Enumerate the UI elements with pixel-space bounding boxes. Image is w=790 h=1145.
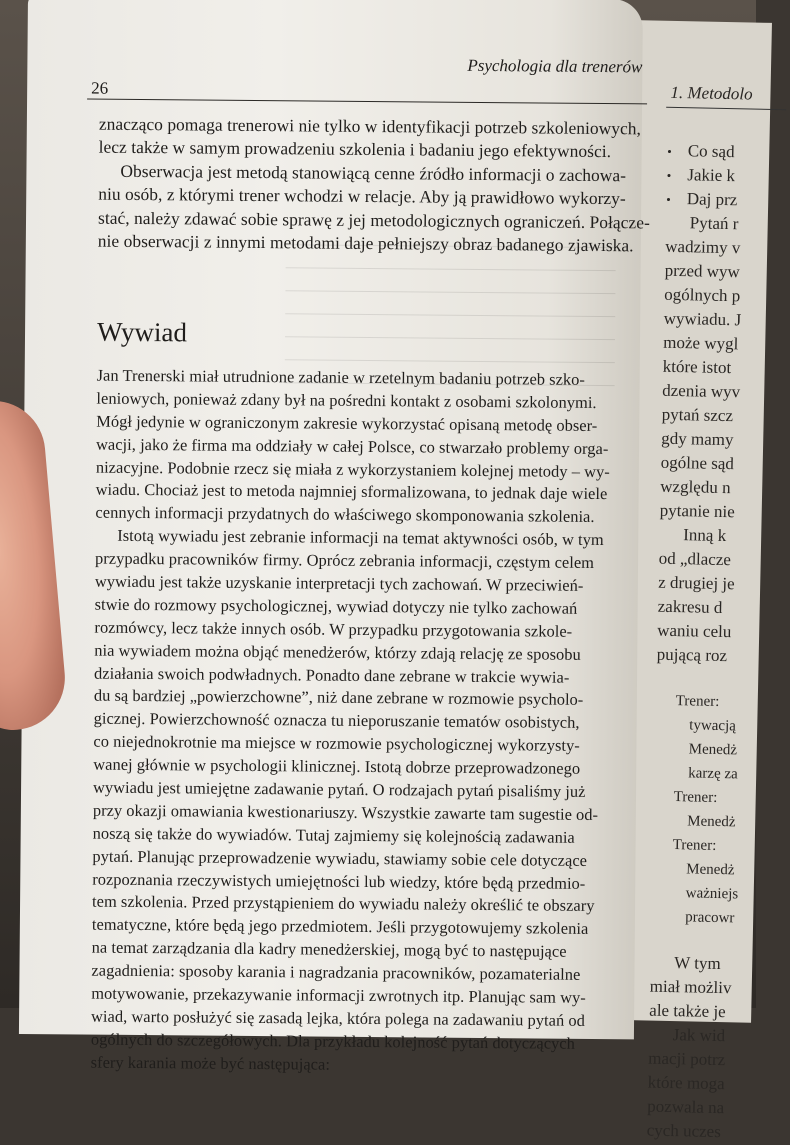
text-line: Pytań r [689, 213, 739, 234]
text-line: Inną k [683, 525, 727, 546]
text-line: leniowych, ponieważ zdany był na pośredni kontakt z osobami szkolonymi. [96, 388, 597, 412]
page-number: 26 [91, 78, 109, 98]
text-line: przypadku pracowników firmy. Oprócz zebrania informacji, częstym celem [94, 548, 595, 573]
text-line: może wygl [663, 332, 739, 354]
text-line: działania swoich podwładnych. Ponadto dane zebrane w trakcie wywia- [93, 663, 570, 687]
text-line: gicznej. Powierzchowność oznacza tu nieporuszanie tematów osobistych, [93, 708, 580, 733]
text-line: Trener: [675, 693, 720, 710]
text-line: tem szkolenia. Przed przystąpieniem do wywiadu należy określić te obszary [91, 892, 595, 916]
text-line: pozwala na [647, 1096, 725, 1118]
text-line: karzę za [688, 765, 738, 783]
text-line: od „dlacze [658, 548, 732, 570]
text-line: pytanie nie [659, 500, 735, 522]
text-line: nia wywiadem można objąć menedżerów, którzy zdają relację ze sposobu [94, 640, 581, 664]
text-line: wywiadu. J [663, 308, 742, 330]
text-line: pytań szcz [661, 404, 734, 426]
spacer [656, 667, 776, 692]
text-line: tematyczne, które będą jego przedmiotem. Jeśli przygotowujemy szkolenia [91, 914, 589, 939]
text-line: Mógł jedynie w ograniczonym zakresie wykorzystać opisaną metodę obser- [96, 411, 598, 435]
text-line: macji potrz [648, 1048, 726, 1070]
text-line: cennych informacji przydatnych do właściwego skomponowania szkolenia. [95, 502, 595, 527]
text-line: dzenia wyv [662, 380, 741, 402]
text-line: noszą się także do wywiadów. Tutaj zajmiemy się kolejnością zadawania [92, 823, 575, 847]
text-line: cych uczes [646, 1120, 722, 1142]
text-line: nizacyjne. Podobnie rzecz się miała z wykorzystaniem kolejnej metody – wy- [95, 457, 610, 481]
text-line: stać, należy zdawać sobie sprawę z jej metodologicznych ograniczeń. Połącze- [97, 207, 650, 232]
text-line: na temat zarządzania dla kadry menedżerskiej, mogą być to następujące [91, 937, 567, 962]
text-line: Istotą wywiadu jest zebranie informacji na temat aktywności osób, w tym [117, 526, 604, 550]
text-line: Obserwacja jest metodą stanowiącą cenne źródło informacji o zachowa- [120, 160, 627, 186]
text-line: Trener: [672, 837, 717, 854]
text-line: wywiadu jest także uzyskanie interpretacji tych zachowań. W przeciwień- [94, 571, 584, 595]
bullet-item: • Jakie k [667, 163, 787, 190]
text-line: znacząco pomaga trenerowi nie tylko w identyfikacji potrzeb szkoleniowych, [98, 113, 642, 139]
intro-paragraphs [97, 113, 650, 258]
text-line: ważniejs [685, 885, 739, 903]
text-line: niu osób, z którymi trener wchodzi w relacje. Aby ją prawidłowo wykorzy- [98, 183, 626, 209]
text-line: miał możliv [649, 976, 732, 998]
text-line: wiadu. Chociaż jest to metoda najmniej sformalizowana, to jednak daje wiele [95, 480, 608, 504]
text-line: rozmówcy, lecz także innych osób. W przypadku przygotowania szkole- [94, 617, 573, 641]
text-line: tywacją [689, 717, 737, 735]
text-line: ogólnych do szczegółowych. Dla przykładu kolejność pytań dotyczących [90, 1029, 575, 1053]
book-page [19, 0, 650, 1074]
text-line: lecz także w samym prowadzeniu szkolenia i badaniu jego efektywności. [98, 137, 612, 162]
text-line: Trener: [673, 789, 718, 806]
running-head: Psychologia dla trenerów [467, 55, 643, 77]
text-line: Menedż [688, 741, 738, 759]
text-line: względu n [660, 476, 731, 498]
right-running-head: 1. Metodolo [670, 82, 753, 104]
section-paragraphs [91, 365, 645, 1079]
text-line: motywowanie, przekazywanie informacji zwrotnych itp. Planując sam wy- [91, 983, 586, 1007]
text-line: Jak wid [672, 1025, 726, 1046]
text-line: wywiadu jest umiejętne zadawanie pytań. O rodzajach pytań pisaliśmy już [92, 777, 586, 801]
header-rule [87, 99, 647, 105]
text-line: gdy mamy [661, 428, 734, 450]
text-line: przy okazji omawiania kwestionariuszy. Wszystkie zawarte tam sugestie od- [92, 800, 599, 824]
text-line: ogólne sąd [660, 452, 735, 474]
text-line: zagadnienia: sposoby karania i nagradzania pracowników, pozamaterialne [91, 960, 581, 985]
text-line: wiad, warto posłużyć się zasadą lejka, która polega na zadawaniu pytań od [91, 1006, 585, 1030]
text-line: pracowr [685, 909, 735, 927]
bullet-item: • Co sąd [667, 139, 787, 166]
section-title: Wywiad [96, 317, 188, 348]
right-header-rule [666, 107, 786, 111]
text-line: du są bardziej „powierzchowne”, niż dane zebrane w rozmowie psycholo- [93, 686, 584, 710]
text-line: stwie do rozmowy psychologicznej, wywiad dotyczy nie tylko zachowań [94, 594, 578, 618]
text-line: Menedż [686, 861, 735, 879]
text-line: przed wyw [664, 260, 741, 282]
text-line: sfery karania może być następująca: [90, 1052, 331, 1074]
text-line: ale także je [649, 1000, 726, 1022]
text-line: waniu celu [657, 620, 732, 642]
right-page-text [646, 139, 787, 1145]
text-line: pytań. Planując przeprowadzenie wywiadu, stawiamy sobie cele dotyczące [92, 846, 588, 870]
text-line: pującą roz [656, 644, 728, 666]
text-line: wacji, jako że firma ma oddziały w całej Polsce, co stwarzało problemy orga- [95, 434, 609, 458]
text-line: co niejednokrotnie ma miejsce w rozmowie psychologicznej wykorzysty- [93, 731, 580, 756]
text-line: które istot [662, 356, 732, 378]
text-line: wanej głównie w psychologii klinicznej. Istotą dobrze przeprowadzonego [93, 754, 581, 778]
bullet-item: • Daj prz [666, 187, 786, 214]
text-line: W tym [674, 953, 721, 974]
text-line: Jan Trenerski miał utrudnione zadanie w rzetelnym badaniu potrzeb szko- [96, 365, 586, 389]
text-line: które moga [647, 1072, 725, 1094]
text-line: zakresu d [657, 596, 723, 618]
text-line: rozpoznania rzeczywistych umiejętności lub wiedzy, które będą przedmio- [92, 869, 586, 893]
text-line: ogólnych p [664, 284, 741, 306]
text-line: wadzimy v [665, 236, 741, 258]
text-line: nie obserwacji z innymi metodami daje pełniejszy obraz badanego zjawiska. [97, 230, 634, 256]
text-line: Menedż [687, 813, 736, 831]
text-line: z drugiej je [658, 572, 735, 594]
spacer [651, 929, 771, 954]
